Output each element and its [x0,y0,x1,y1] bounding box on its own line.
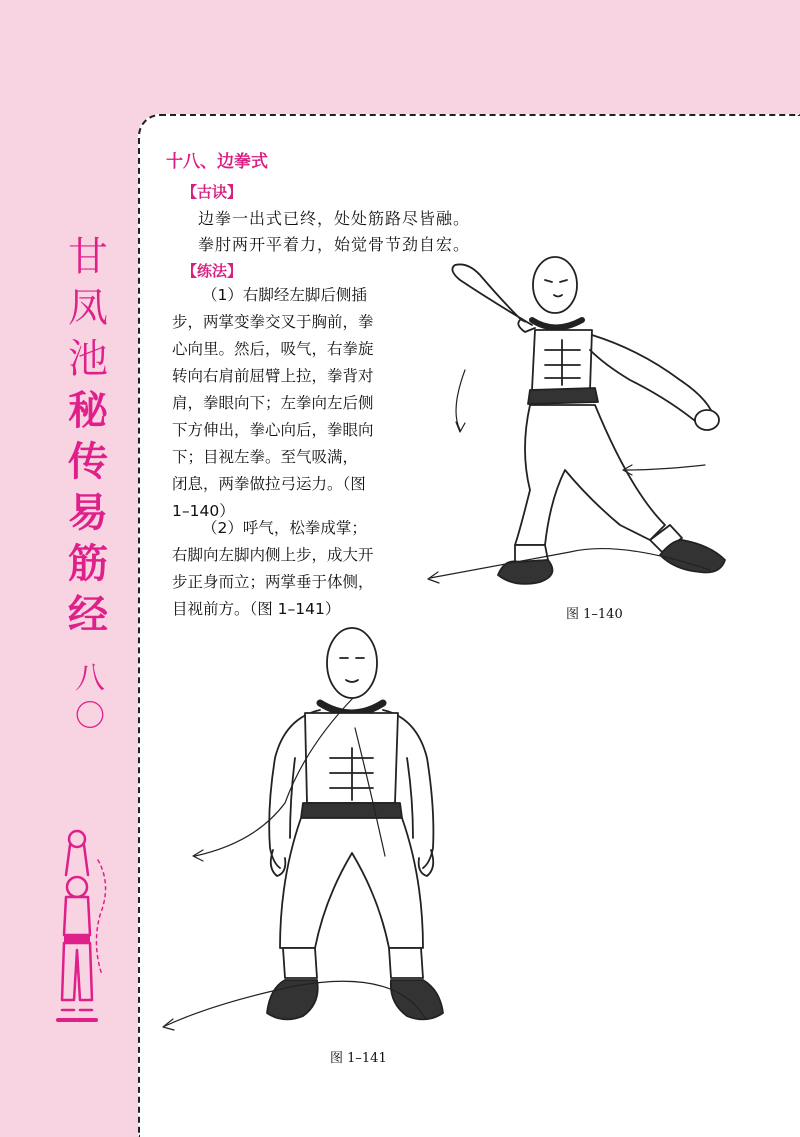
title-char: 秘 [68,387,108,434]
title-char: 池 [68,336,108,382]
title-char: 经 [68,591,108,638]
text-line: （2）呼气，松拳成掌； [202,519,367,537]
stretching-figure-icon [40,825,120,1045]
title-char: 凤 [68,285,108,331]
text-line: 下方伸出，拳心向后，拳眼向 [172,421,374,439]
verse-line: 拳肘两开平着力，始觉骨节劲自宏。 [198,235,471,254]
text-line: 闭息，两拳做拉弓运力。（图 [172,475,366,493]
text-line: 下；目视左拳。至气吸满， [172,448,359,466]
figure-1-140-illustration [420,240,750,600]
text-line: 右脚向左脚内侧上步，成大开 [172,546,374,564]
figure-1-141-caption: 图 1–141 [330,1051,387,1066]
title-char: 筋 [68,540,108,587]
verse-line: 边拳一出式已终，处处筋路尽皆融。 [198,209,471,228]
page-number-char: 八 [75,661,105,696]
page-number-char: 〇 [75,699,105,734]
text-line: 1–140） [172,502,235,520]
text-line: 步正身而立；两掌垂于体侧， [172,573,374,591]
method-paragraph-2 [172,516,407,624]
text-line: 目视前方。（图 1–141） [172,600,341,618]
title-char: 甘 [68,234,108,280]
method-paragraph-1 [172,283,407,526]
figure-1-141-illustration [155,618,485,1048]
title-char: 传 [68,438,108,485]
vertical-book-title [58,232,118,640]
text-line: 转向右肩前屈臂上拉，拳背对 [172,367,374,385]
method-label: 【练法】 [182,262,243,280]
page-number [62,660,118,736]
text-line: 步，两掌变拳交叉于胸前，拳 [172,313,374,331]
figure-1-140-caption: 图 1–140 [566,607,623,622]
text-line: 心向里。然后，吸气，右拳旋 [172,340,374,358]
section-heading: 十八、边拳式 [166,152,268,172]
title-char: 易 [68,489,108,536]
secret-formula-label: 【古诀】 [182,183,243,201]
text-line: 肩，拳眼向下；左拳向左后侧 [172,394,374,412]
text-line: （1）右脚经左脚后侧插 [202,286,367,304]
